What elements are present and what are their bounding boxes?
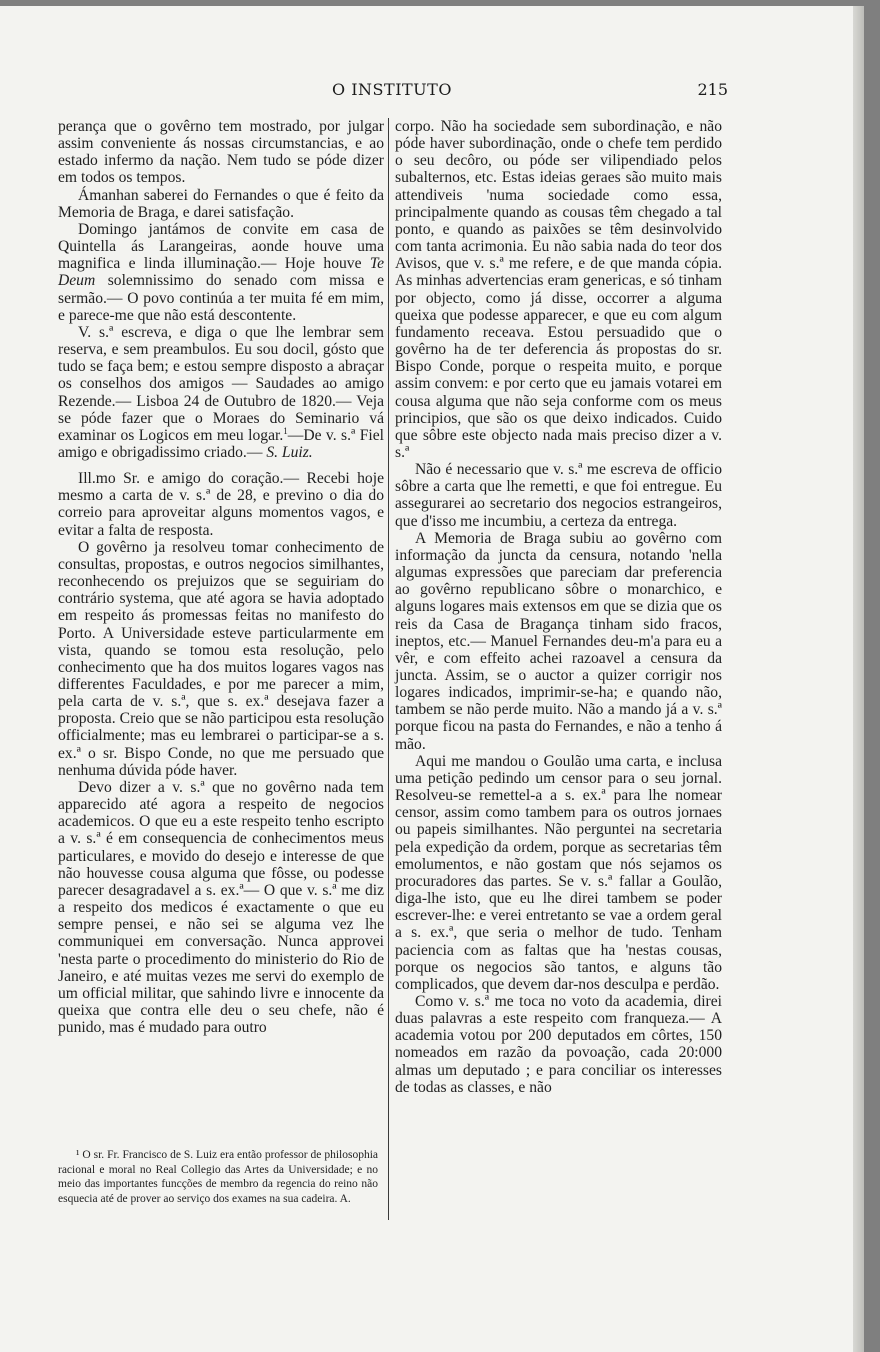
- paragraph: A Memoria de Braga subiu ao govêrno com informação da juncta da censura, notando 'nella algumas expressões que pareciam dar preferencia ao govêrno republicano sôbre o monarchico, e alguns logares mais extensos em que se dizia que os reis da Casa de Bragança tinham sido fracos, ineptos, etc.— Manuel Fernandes deu-m'a para eu a vêr, e com effeito achei razoavel a censura da juncta. Assim, se o auctor a quizer corrigir nos logares indicados, imprimir-se-ha; e quando não, tambem se não perde muito. Não a mando já a v. s.ª porque ficou na pasta do Fernandes, e não a tenho á mão.: [395, 529, 722, 753]
- page-edge: [853, 6, 864, 1352]
- paragraph-text: solemnissimo do senado com missa e sermão.— O povo continúa a ter muita fé em mim, e parece-me que não está descontente.: [58, 272, 384, 324]
- paragraph: O govêrno ja resolveu tomar conhecimento de consultas, propostas, e outros negocios similhantes, reconhecendo os prejuizos que se seguiriam do contrário systema, que até agora se havia adoptado em respeito ás promessas feitas no manifesto do Porto. A Universidade esteve particularmente em vista, quando se tomou esta resolução, pelo conhecimento que ha dos muitos logares vagos nas differentes Faculdades, e por me parecer a mim, pela carta de v. s.ª, que s. ex.ª desejava fazer a proposta. Creio que se não participou esta resolução officialmente; mas eu lembrarei o participar-se a s. ex.ª o sr. Bispo Conde, no que me persuado que nenhuma dúvida póde haver.: [58, 538, 384, 779]
- page-number: 215: [697, 80, 728, 99]
- paragraph: Devo dizer a v. s.ª que no govêrno nada tem apparecido até agora a respeito de negocios academicos. O que eu a este respeito tenho escripto a v. s.ª é em consequencia de conhecimentos meus particulares, e movido do desejo e interesse de que não houvesse cousa alguma que fôsse, ou podesse parecer desagradavel a s. ex.ª— O que v. s.ª me diz a respeito dos medicos é exactamente o que eu sempre pensei, e não sei se alguma vez lhe communiquei em conversação. Nunca approvei 'nesta parte o procedimento do ministerio do Rio de Janeiro, e até muitas vezes me servi do exemplo de um official militar, que sahindo livre e innocente da queixa que contra elle deu o seu chefe, não é punido, mas é mudado para outro: [58, 778, 384, 1037]
- paragraph-text: —De v. s.ª Fiel amigo e obrigadissimo criado.—: [58, 426, 384, 461]
- footnote: [58, 1148, 378, 1206]
- paragraph: [58, 324, 384, 461]
- italic-phrase: Te Deum: [58, 255, 384, 290]
- running-header: [56, 80, 728, 104]
- paragraph-text: V. s.ª escreva, e diga o que lhe lembrar sem reserva, e sem preambulos. Eu sou docil, gósto que tudo se faça bem; e estou sempre disposto a abraçar os conselhos dos amigos — Saudades ao amigo Rezende.— Lisboa 24 de Outubro de 1820.— Veja se póde fazer que o Moraes do Seminario vá examinar os Logicos em meu logar.: [58, 323, 384, 444]
- column-divider: [388, 118, 389, 1220]
- letter-opening: Ill.mo Sr. e amigo do coração.— Recebi hoje mesmo a carta de v. s.ª de 28, e previno o dia do correio para aproveitar alguns momentos vagos, e evitar a falta de resposta.: [58, 470, 384, 539]
- footnote-marker: 1: [283, 425, 288, 436]
- running-title: O INSTITUTO: [332, 80, 452, 99]
- right-column: [395, 118, 722, 1096]
- paragraph: Como v. s.ª me toca no voto da academia, direi duas palavras a este respeito com franqueza.— A academia votou por 200 deputados em côrtes, 150 nomeados em razão da povoação, cada 20:000 almas um deputado ; e para conciliar os interesses de todas as classes, e não: [395, 992, 722, 1096]
- paragraph: Aqui me mandou o Goulão uma carta, e inclusa uma petição pedindo um censor para o seu jornal. Resolveu-se remettel-a a s. ex.ª para lhe nomear censor, assim como tambem para os outros jornaes ou papeis similhantes. Não perguntei na secretaria pela expedição da ordem, porque as secretarias têm emolumentos, e não gostam que nós sejamos os procuradores das partes. Se v. s.ª fallar a Goulão, diga-lhe isto, que eu lhe direi tambem se poder escrever-lhe: e verei entretanto se vae a ordem geral a s. ex.ª, que seria o melhor de tudo. Tenham paciencia com as faltas que ha 'nestas cousas, porque os negocios são tantos, e alguns tão complicados, que devem dar-nos desculpa e perdão.: [395, 752, 722, 993]
- book-page: [0, 6, 864, 1352]
- paragraph-text: Domingo jantámos de convite em casa de Quintella ás Larangeiras, aonde houve uma magnifica e linda illuminação.— Hoje houve: [58, 220, 384, 273]
- left-column: [58, 118, 384, 1036]
- paragraph: [58, 221, 384, 324]
- paragraph: Ámanhan saberei do Fernandes o que é feito da Memoria de Braga, e darei satisfação.: [58, 186, 384, 221]
- signature: S. Luiz.: [266, 443, 313, 461]
- paragraph-continuation: perança que o govêrno tem mostrado, por julgar assim conveniente ás nossas circumstancias, e ao estado infermo da nação. Nem tudo se póde dizer em todos os tempos.: [58, 118, 384, 187]
- paragraph: Não é necessario que v. s.ª me escreva de officio sôbre a carta que lhe remetti, e que foi entregue. Eu assegurarei ao secretario dos negocios estrangeiros, que d'isso me incumbiu, a certeza da entrega.: [395, 461, 722, 530]
- footnote-text: ¹ O sr. Fr. Francisco de S. Luiz era então professor de philosophia racional e moral no Real Collegio das Artes da Universidade; e no meio das importantes funcções de membro da regencia do reino não esquecia até de prover ao serviço dos exames na sua cadeira. A.: [58, 1149, 378, 1205]
- paragraph-continuation: corpo. Não ha sociedade sem subordinação, e não póde haver subordinação, onde o chefe tem perdido o seu decôro, ou póde ser vilipendiado pelos subalternos, etc. Estas ideias geraes são muito mais attendiveis 'numa sociedade como essa, principalmente quando as cousas têm chegado a tal ponto, e quando as paixões se têm desinvolvido com tanta acrimonia. Eu não sabia nada do teor dos Avisos, que v. s.ª me refere, e de que manda cópia. As minhas advertencias eram genericas, e só tinham por objecto, como já disse, occorrer a alguma queixa que podesse apparecer, e que eu com algum fundamento receava. Estou persuadido que o govêrno ha de ter deferencia ás propostas do sr. Bispo Conde, porque o respeita muito, e porque assim convem: e por certo que eu jamais votarei em cousa alguma que não seja conforme com os meus principios, que são os que deixo indicados. Cuido que sôbre este objecto nada mais preciso dizer a v. s.ª: [395, 118, 722, 461]
